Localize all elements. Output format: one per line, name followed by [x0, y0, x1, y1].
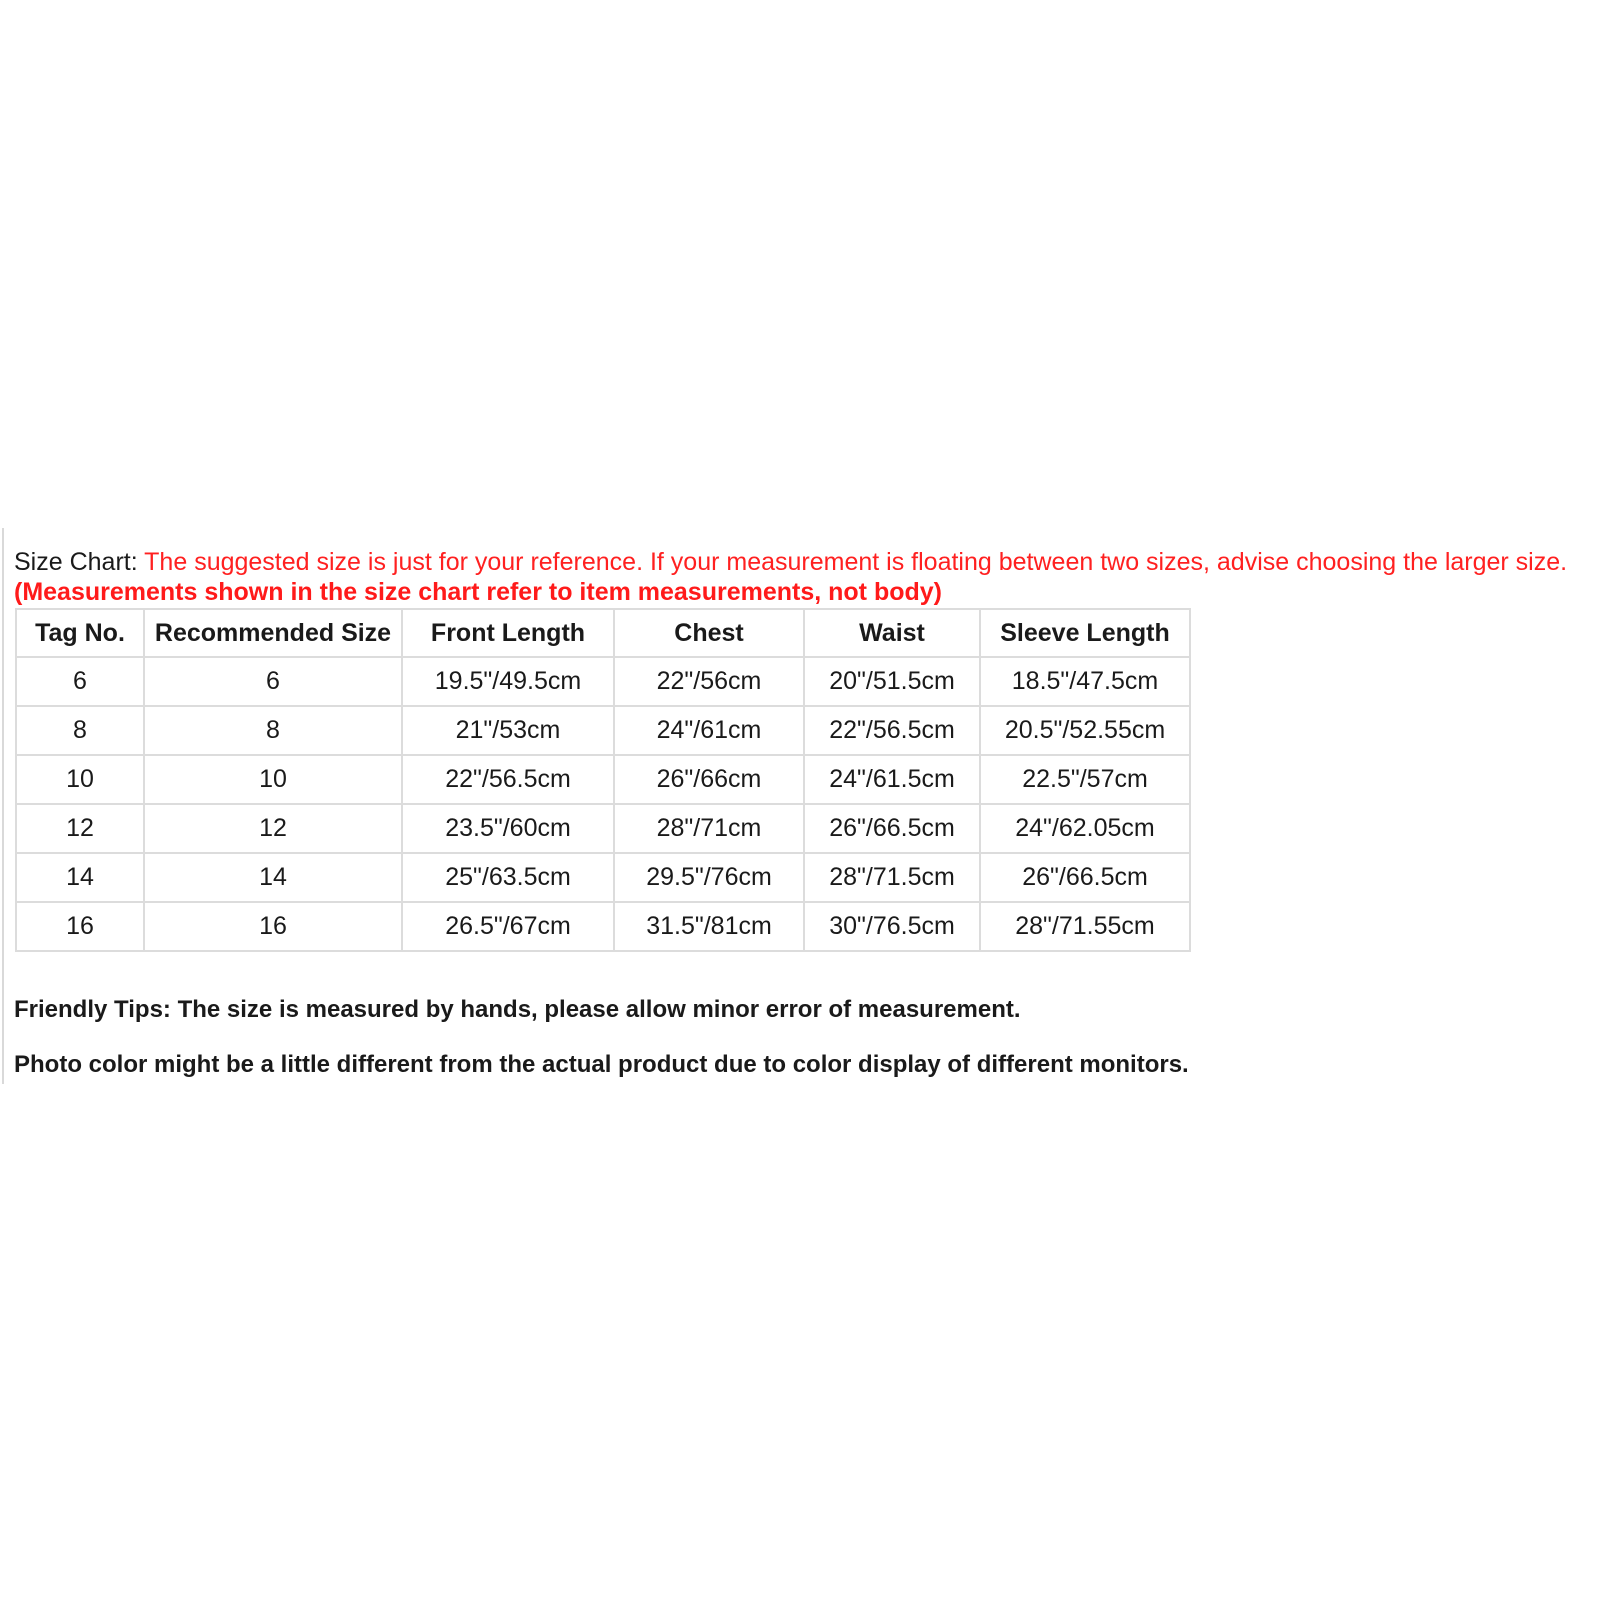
cell-tag-no: 16 [16, 902, 144, 951]
table-row [16, 902, 1190, 951]
table-row [16, 853, 1190, 902]
table-row [16, 804, 1190, 853]
cell-waist: 22"/56.5cm [804, 706, 980, 755]
size-chart-colon: : [130, 548, 138, 576]
cell-tag-no: 8 [16, 706, 144, 755]
header-chest: Chest [614, 609, 804, 657]
table-header [16, 609, 1190, 657]
cell-recommended-size: 10 [144, 755, 402, 804]
measurement-note: (Measurements shown in the size chart refer to item measurements, not body) [14, 578, 942, 606]
header-waist: Waist [804, 609, 980, 657]
cell-sleeve-length: 24"/62.05cm [980, 804, 1190, 853]
header-tag-no: Tag No. [16, 609, 144, 657]
cell-sleeve-length: 28"/71.55cm [980, 902, 1190, 951]
cell-sleeve-length: 18.5"/47.5cm [980, 657, 1190, 706]
cell-sleeve-length: 22.5"/57cm [980, 755, 1190, 804]
cell-chest: 22"/56cm [614, 657, 804, 706]
cell-chest: 29.5"/76cm [614, 853, 804, 902]
table-row [16, 755, 1190, 804]
cell-front-length: 21"/53cm [402, 706, 614, 755]
size-chart-note: The suggested size is just for your reference. If your measurement is floating between two sizes, advise choosing the larger size. [137, 548, 1568, 576]
cell-front-length: 26.5"/67cm [402, 902, 614, 951]
friendly-tips: Friendly Tips: The size is measured by hands, please allow minor error of measurement. [14, 996, 1021, 1023]
cell-chest: 28"/71cm [614, 804, 804, 853]
photo-color-note: Photo color might be a little different from the actual product due to color display of different monitors. [14, 1051, 1189, 1078]
cell-chest: 24"/61cm [614, 706, 804, 755]
cell-recommended-size: 6 [144, 657, 402, 706]
size-chart-label: Size Chart [14, 548, 131, 576]
cell-sleeve-length: 26"/66.5cm [980, 853, 1190, 902]
cell-waist: 24"/61.5cm [804, 755, 980, 804]
cell-front-length: 19.5"/49.5cm [402, 657, 614, 706]
cell-tag-no: 10 [16, 755, 144, 804]
cell-recommended-size: 16 [144, 902, 402, 951]
size-chart-table [15, 608, 1191, 952]
cell-waist: 28"/71.5cm [804, 853, 980, 902]
left-divider-line [2, 528, 4, 1084]
cell-tag-no: 12 [16, 804, 144, 853]
cell-recommended-size: 8 [144, 706, 402, 755]
cell-sleeve-length: 20.5"/52.55cm [980, 706, 1190, 755]
cell-front-length: 22"/56.5cm [402, 755, 614, 804]
header-recommended-size: Recommended Size [144, 609, 402, 657]
header-front-length: Front Length [402, 609, 614, 657]
header-sleeve-length: Sleeve Length [980, 609, 1190, 657]
table-body [16, 657, 1190, 951]
table-row [16, 706, 1190, 755]
cell-waist: 20"/51.5cm [804, 657, 980, 706]
cell-chest: 26"/66cm [614, 755, 804, 804]
cell-tag-no: 6 [16, 657, 144, 706]
cell-chest: 31.5"/81cm [614, 902, 804, 951]
table-row [16, 657, 1190, 706]
cell-waist: 30"/76.5cm [804, 902, 980, 951]
cell-tag-no: 14 [16, 853, 144, 902]
cell-recommended-size: 14 [144, 853, 402, 902]
size-chart-intro [14, 547, 1589, 607]
header-row [16, 609, 1190, 657]
cell-front-length: 23.5"/60cm [402, 804, 614, 853]
cell-recommended-size: 12 [144, 804, 402, 853]
cell-front-length: 25"/63.5cm [402, 853, 614, 902]
cell-waist: 26"/66.5cm [804, 804, 980, 853]
